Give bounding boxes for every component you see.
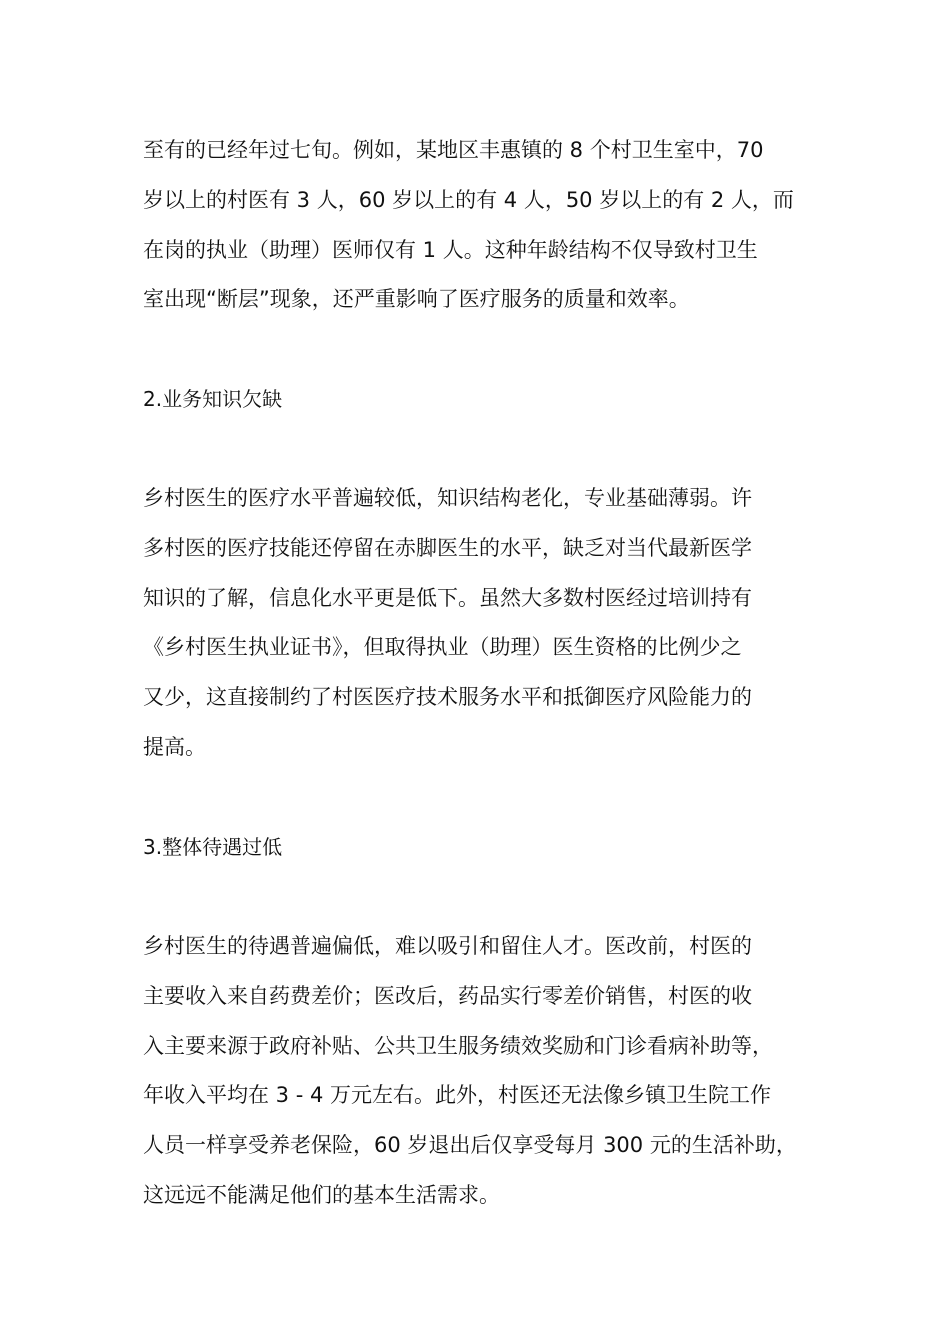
paragraph-line: 多村医的医疗技能还停留在赤脚医生的水平，缺乏对当代最新医学 (143, 535, 752, 560)
section-heading-knowledge (143, 375, 843, 425)
paragraph-line: 《乡村医生执业证书》，但取得执业（助理）医生资格的比例少之 (143, 635, 742, 660)
paragraph-age-structure (143, 126, 843, 325)
paragraph-line: 年收入平均在 3 - 4 万元左右。此外，村医还无法像乡镇卫生院工作 (143, 1083, 771, 1108)
section-heading-salary (143, 823, 843, 873)
paragraph-line: 人员一样享受养老保险，60 岁退出后仅享受每月 300 元的生活补助， (143, 1133, 797, 1158)
paragraph-line: 室出现“断层”现象，还严重影响了医疗服务的质量和效率。 (143, 287, 690, 312)
paragraph-line: 提高。 (143, 734, 206, 759)
paragraph-line: 入主要来源于政府补贴、公共卫生服务绩效奖励和门诊看病补助等， (143, 1033, 773, 1058)
section-heading: 3.整体待遇过低 (143, 835, 283, 859)
paragraph-knowledge (143, 474, 843, 773)
paragraph-line: 知识的了解，信息化水平更是低下。虽然大多数村医经过培训持有 (143, 585, 752, 610)
paragraph-line: 在岗的执业（助理）医师仅有 1 人。这种年龄结构不仅导致村卫生 (143, 237, 758, 262)
paragraph-salary (143, 922, 843, 1221)
section-heading: 2.业务知识欠缺 (143, 387, 283, 411)
paragraph-line: 这远远不能满足他们的基本生活需求。 (143, 1182, 500, 1207)
paragraph-line: 乡村医生的医疗水平普遍较低，知识结构老化，专业基础薄弱。许 (143, 486, 752, 510)
paragraph-line: 又少，这直接制约了村医医疗技术服务水平和抵御医疗风险能力的 (143, 685, 752, 710)
paragraph-line: 至有的已经年过七旬。例如，某地区丰惠镇的 8 个村卫生室中，70 (143, 138, 764, 162)
paragraph-line: 主要收入来自药费差价；医改后，药品实行零差价销售，村医的收 (143, 983, 752, 1008)
paragraph-line: 乡村医生的待遇普遍偏低，难以吸引和留住人才。医改前，村医的 (143, 934, 752, 958)
paragraph-line: 岁以上的村医有 3 人，60 岁以上的有 4 人，50 岁以上的有 2 人，而 (143, 187, 794, 212)
